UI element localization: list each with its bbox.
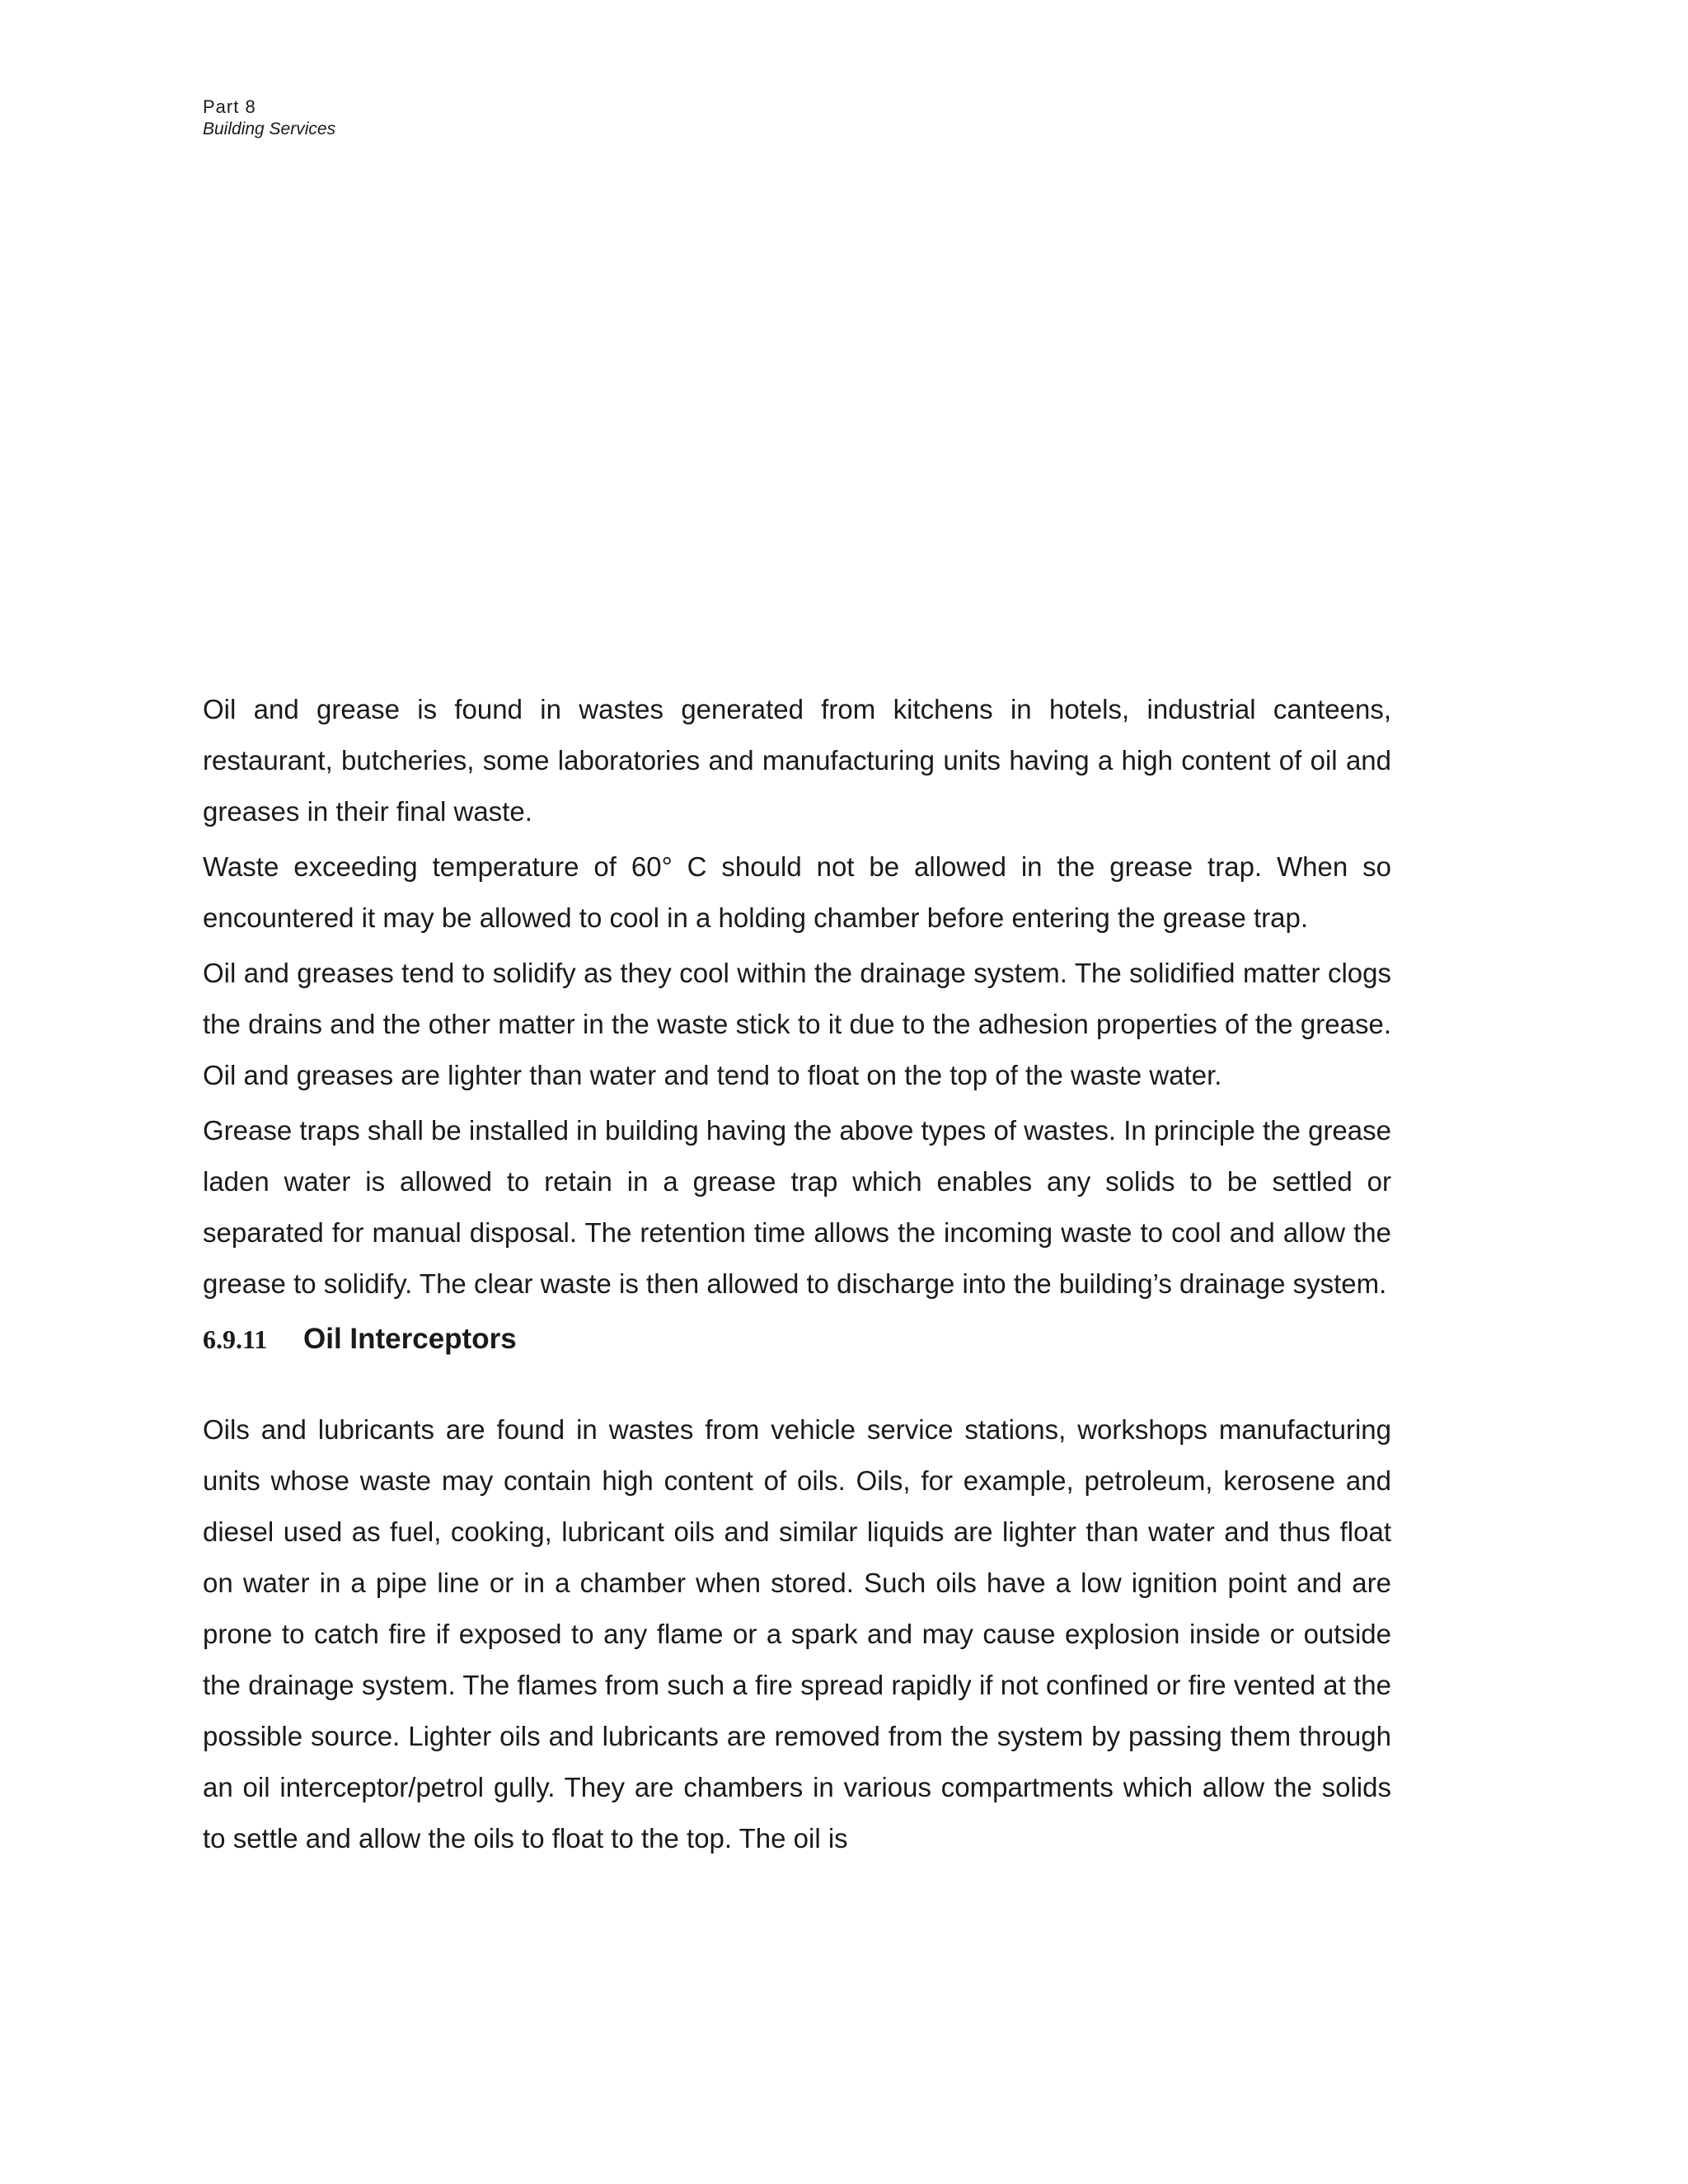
paragraph-oil-grease-sources: Oil and grease is found in wastes generated from kitchens in hotels, industrial canteens, restaurant, butcheries, some laboratories and manufacturing units having a high content of oil and greases in their final waste. — [203, 694, 1391, 827]
paragraph-solidification: Oil and greases tend to solidify as they cool within the drainage system. The solidified matter clogs the drains and the other matter in the waste stick to it due to the adhesion properties of the grease. Oil and greases are lighter than water and tend to float on the top of the waste water. — [203, 958, 1391, 1090]
body-text — [203, 684, 1391, 1868]
part-label: Part 8 — [203, 96, 256, 117]
paragraph-waste-temperature: Waste exceeding temperature of 60° C should not be allowed in the grease trap. When so encountered it may be allowed to cool in a holding chamber before entering the grease trap. — [203, 851, 1391, 933]
part-title: Building Services — [203, 119, 336, 138]
running-header — [203, 96, 335, 140]
section-title: Oil Interceptors — [303, 1323, 517, 1355]
paragraph-oil-interceptors: Oils and lubricants are found in wastes from vehicle service stations, workshops manufacturing units whose waste may contain high content of oils. Oils, for example, petroleum, kerosene and diesel used as fuel, cooking, lubricant oils and similar liquids are lighter than water and thus float on water in a pipe line or in a chamber when stored. Such oils have a low ignition point and are prone to catch fire if exposed to any flame or a spark and may cause explosion inside or outside the drainage system. The flames from such a fire spread rapidly if not confined or fire vented at the possible source. Lighter oils and lubricants are removed from the system by passing them through an oil interceptor/petrol gully. They are chambers in various compartments which allow the solids to settle and allow the oils to float to the top. The oil is — [203, 1414, 1391, 1854]
section-number: 6.9.11 — [203, 1324, 268, 1354]
paragraph-grease-traps: Grease traps shall be installed in building having the above types of wastes. In principle the grease laden water is allowed to retain in a grease trap which enables any solids to be settled or separated for manual disposal. The retention time allows the incoming waste to cool and allow the grease to solidify. The clear waste is then allowed to discharge into the building’s drainage system. — [203, 1115, 1391, 1299]
section-heading — [203, 1314, 1391, 1404]
